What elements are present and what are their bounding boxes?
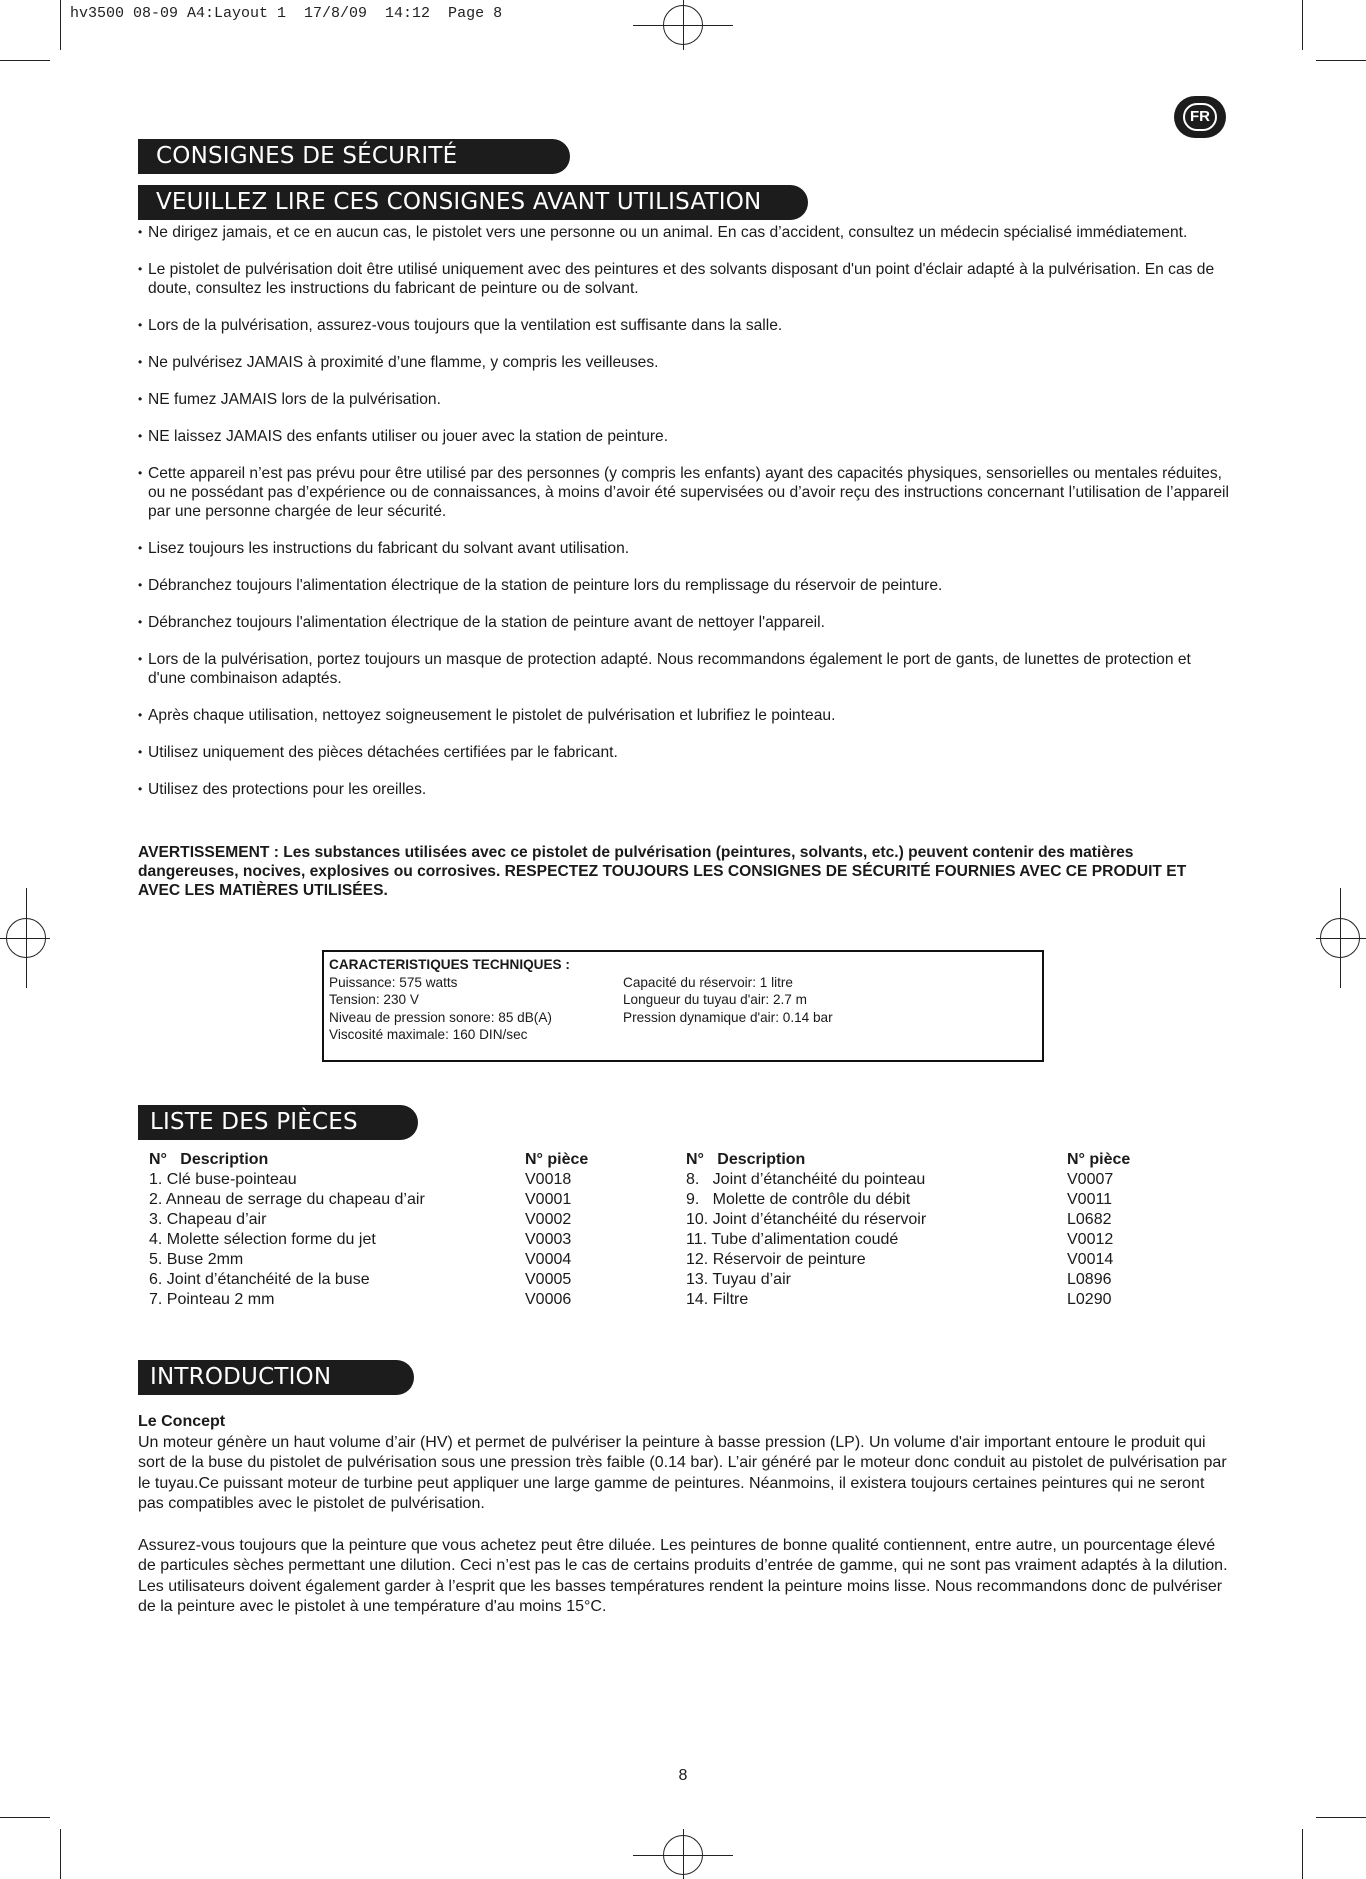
part-number: V0011 — [1067, 1191, 1113, 1208]
list-item: • Lors de la pulvérisation, assurez-vous toujours que la ventilation est suffisante dans la salle. — [138, 316, 1230, 335]
table-row — [149, 1170, 588, 1190]
spec-item: Capacité du réservoir: 1 litre — [623, 974, 793, 990]
spec-item: Puissance: 575 watts — [329, 974, 458, 990]
spec-item: Pression dynamique d'air: 0.14 bar — [623, 1009, 833, 1025]
part-description: 3. Chapeau d’air — [149, 1211, 267, 1228]
part-description: 6. Joint d’étanchéité de la buse — [149, 1271, 370, 1288]
part-description: 10. Joint d’étanchéité du réservoir — [686, 1211, 927, 1228]
part-description: 2. Anneau de serrage du chapeau d’air — [149, 1191, 425, 1208]
specs-title: CARACTERISTIQUES TECHNIQUES : — [329, 957, 570, 972]
section-header-read-instructions: VEUILLEZ LIRE CES CONSIGNES AVANT UTILISATION — [138, 185, 808, 220]
parts-header-row — [149, 1150, 588, 1170]
column-header-description: N° Description — [686, 1151, 806, 1168]
part-number: L0682 — [1067, 1211, 1112, 1228]
intro-paragraph: Assurez-vous toujours que la peinture que vous achetez peut être diluée. Les peintures de bonne qualité contiennent, entre autre, un pourcentage élevé de particules sèches permettant une dilution. Ceci n’est pas le cas de certains produits d’entrée de gamme, qui ne sont pas vraiment adaptés à la dilution. Les utilisateurs doivent également garder à l’esprit que les basses températures rendent la peinture moins lisse. Nous recommandons donc de pulvériser de la peinture avec le pistolet à une température d'au moins 15°C. — [138, 1536, 1228, 1615]
spec-item — [623, 1026, 1037, 1044]
list-item: • NE laissez JAMAIS des enfants utiliser ou jouer avec la station de peinture. — [138, 427, 1230, 446]
part-description: 12. Réservoir de peinture — [686, 1251, 866, 1268]
crop-mark — [1302, 0, 1303, 50]
table-row — [149, 1290, 588, 1310]
part-number: V0005 — [525, 1271, 572, 1288]
part-description: 14. Filtre — [686, 1291, 749, 1308]
introduction-body — [138, 1412, 1230, 1639]
list-item: • NE fumez JAMAIS lors de la pulvérisation. — [138, 390, 1230, 409]
part-number: V0004 — [525, 1251, 572, 1268]
parts-header-row — [686, 1150, 1130, 1170]
column-header-part-number: N° pièce — [525, 1151, 589, 1168]
table-row — [149, 1270, 588, 1290]
table-row — [686, 1170, 1130, 1190]
list-item: • Débranchez toujours l'alimentation électrique de la station de peinture avant de nettoyer l'appareil. — [138, 613, 1230, 632]
part-description: 4. Molette sélection forme du jet — [149, 1231, 376, 1248]
list-item: • Après chaque utilisation, nettoyez soigneusement le pistolet de pulvérisation et lubrifiez le pointeau. — [138, 706, 1230, 725]
list-item: • Lors de la pulvérisation, portez toujours un masque de protection adapté. Nous recommandons également le port de gants, de lunettes de protection et d'une combinaison adaptés. — [138, 650, 1230, 688]
table-row — [149, 1190, 588, 1210]
part-description: 11. Tube d’alimentation coudé — [686, 1231, 899, 1248]
table-row — [686, 1210, 1130, 1230]
part-number: V0002 — [525, 1211, 572, 1228]
technical-specs-box — [322, 950, 1044, 1062]
list-item: • Utilisez uniquement des pièces détachées certifiées par le fabricant. — [138, 743, 1230, 762]
crop-mark — [0, 60, 50, 61]
page-number: 8 — [678, 1767, 688, 1784]
part-description: 7. Pointeau 2 mm — [149, 1291, 275, 1308]
spec-item: Viscosité maximale: 160 DIN/sec — [329, 1027, 528, 1042]
list-item: • Ne dirigez jamais, et ce en aucun cas, le pistolet vers une personne ou un animal. En cas d’accident, consultez un médecin spécialisé immédiatement. — [138, 223, 1230, 242]
section-header-parts: LISTE DES PIÈCES — [138, 1105, 418, 1140]
part-number: V0012 — [1067, 1231, 1114, 1248]
section-header-safety: CONSIGNES DE SÉCURITÉ — [138, 139, 570, 174]
part-description: 5. Buse 2mm — [149, 1251, 244, 1268]
table-row — [686, 1290, 1130, 1310]
parts-list-left — [149, 1150, 588, 1310]
list-item: • Cette appareil n’est pas prévu pour être utilisé par des personnes (y compris les enfants) ayant des capacités physiques, sensorielles ou mentales réduites, ou ne possédant pas d’expérience ou de connaissances, à moins d’avoir été supervisées ou d’avoir reçu des instructions concernant l’utilisation de l’appareil par une personne chargée de leur sécurité. — [138, 464, 1230, 521]
crop-mark — [60, 1829, 61, 1879]
safety-bullet-list — [138, 223, 1230, 817]
intro-subheading: Le Concept — [138, 1413, 226, 1430]
language-badge — [1174, 96, 1226, 138]
part-description: 9. Molette de contrôle du débit — [686, 1191, 911, 1208]
intro-paragraph: Un moteur génère un haut volume d’air (HV) et permet de pulvériser la peinture à basse pression (LP). Un volume d'air important entoure le produit qui sort de la buse du pistolet de pulvérisation sous une pression très faible (0.14 bar). L’air généré par le moteur donc conduit au pistolet de pulvérisation par le tuyau.Ce puissant moteur de turbine peut appliquer une large gamme de peintures. Néanmoins, il existera toujours certaines peintures qui ne seront pas compatibles avec le pistolet de pulvérisation. — [138, 1433, 1227, 1512]
table-row — [149, 1250, 588, 1270]
list-item: • Débranchez toujours l'alimentation électrique de la station de peinture lors du remplissage du réservoir de peinture. — [138, 576, 1230, 595]
language-code: FR — [1183, 103, 1217, 131]
part-number: V0018 — [525, 1171, 572, 1188]
printer-slug: hv3500 08-09 A4:Layout 1 17/8/09 14:12 Page 8 — [70, 5, 503, 22]
column-header-part-number: N° pièce — [1067, 1151, 1131, 1168]
list-item: • Ne pulvérisez JAMAIS à proximité d’une flamme, y compris les veilleuses. — [138, 353, 1230, 372]
spec-item: Tension: 230 V — [329, 992, 419, 1007]
list-item: • Le pistolet de pulvérisation doit être utilisé uniquement avec des peintures et des solvants disposant d'un point d'éclair adapté à la pulvérisation. En cas de doute, consultez les instructions du fabricant de peinture ou de solvant. — [138, 260, 1230, 298]
crop-mark — [1302, 1829, 1303, 1879]
part-description: 8. Joint d’étanchéité du pointeau — [686, 1171, 926, 1188]
part-number: V0006 — [525, 1291, 572, 1308]
part-number: V0001 — [525, 1191, 572, 1208]
table-row — [686, 1190, 1130, 1210]
part-description: 13. Tuyau d’air — [686, 1271, 791, 1288]
section-header-introduction: INTRODUCTION — [138, 1360, 414, 1395]
table-row — [686, 1230, 1130, 1250]
table-row — [686, 1250, 1130, 1270]
spec-item: Niveau de pression sonore: 85 dB(A) — [329, 1009, 552, 1025]
table-row — [149, 1230, 588, 1250]
part-number: V0014 — [1067, 1251, 1114, 1268]
part-description: 1. Clé buse-pointeau — [149, 1171, 297, 1188]
table-row — [686, 1270, 1130, 1290]
table-row — [149, 1210, 588, 1230]
part-number: V0007 — [1067, 1171, 1114, 1188]
crop-mark — [1316, 1817, 1366, 1818]
crop-mark — [0, 1817, 50, 1818]
warning-text: AVERTISSEMENT : Les substances utilisées avec ce pistolet de pulvérisation (peintures, solvants, etc.) peuvent contenir des matières dangereuses, nocives, explosives ou corrosives. RESPECTEZ TOUJOURS LES CONSIGNES DE SÉCURITÉ FOURNIES AVEC CE PRODUIT ET AVEC LES MATIÈRES UTILISÉES. — [138, 844, 1187, 899]
parts-list-right — [686, 1150, 1130, 1310]
specs-grid — [329, 974, 1037, 1044]
part-number: V0003 — [525, 1231, 572, 1248]
part-number: L0896 — [1067, 1271, 1112, 1288]
part-number: L0290 — [1067, 1291, 1112, 1308]
list-item: • Utilisez des protections pour les oreilles. — [138, 780, 1230, 799]
list-item: • Lisez toujours les instructions du fabricant du solvant avant utilisation. — [138, 539, 1230, 558]
crop-mark — [1316, 60, 1366, 61]
column-header-description: N° Description — [149, 1151, 269, 1168]
crop-mark — [60, 0, 61, 50]
spec-item: Longueur du tuyau d'air: 2.7 m — [623, 992, 807, 1007]
